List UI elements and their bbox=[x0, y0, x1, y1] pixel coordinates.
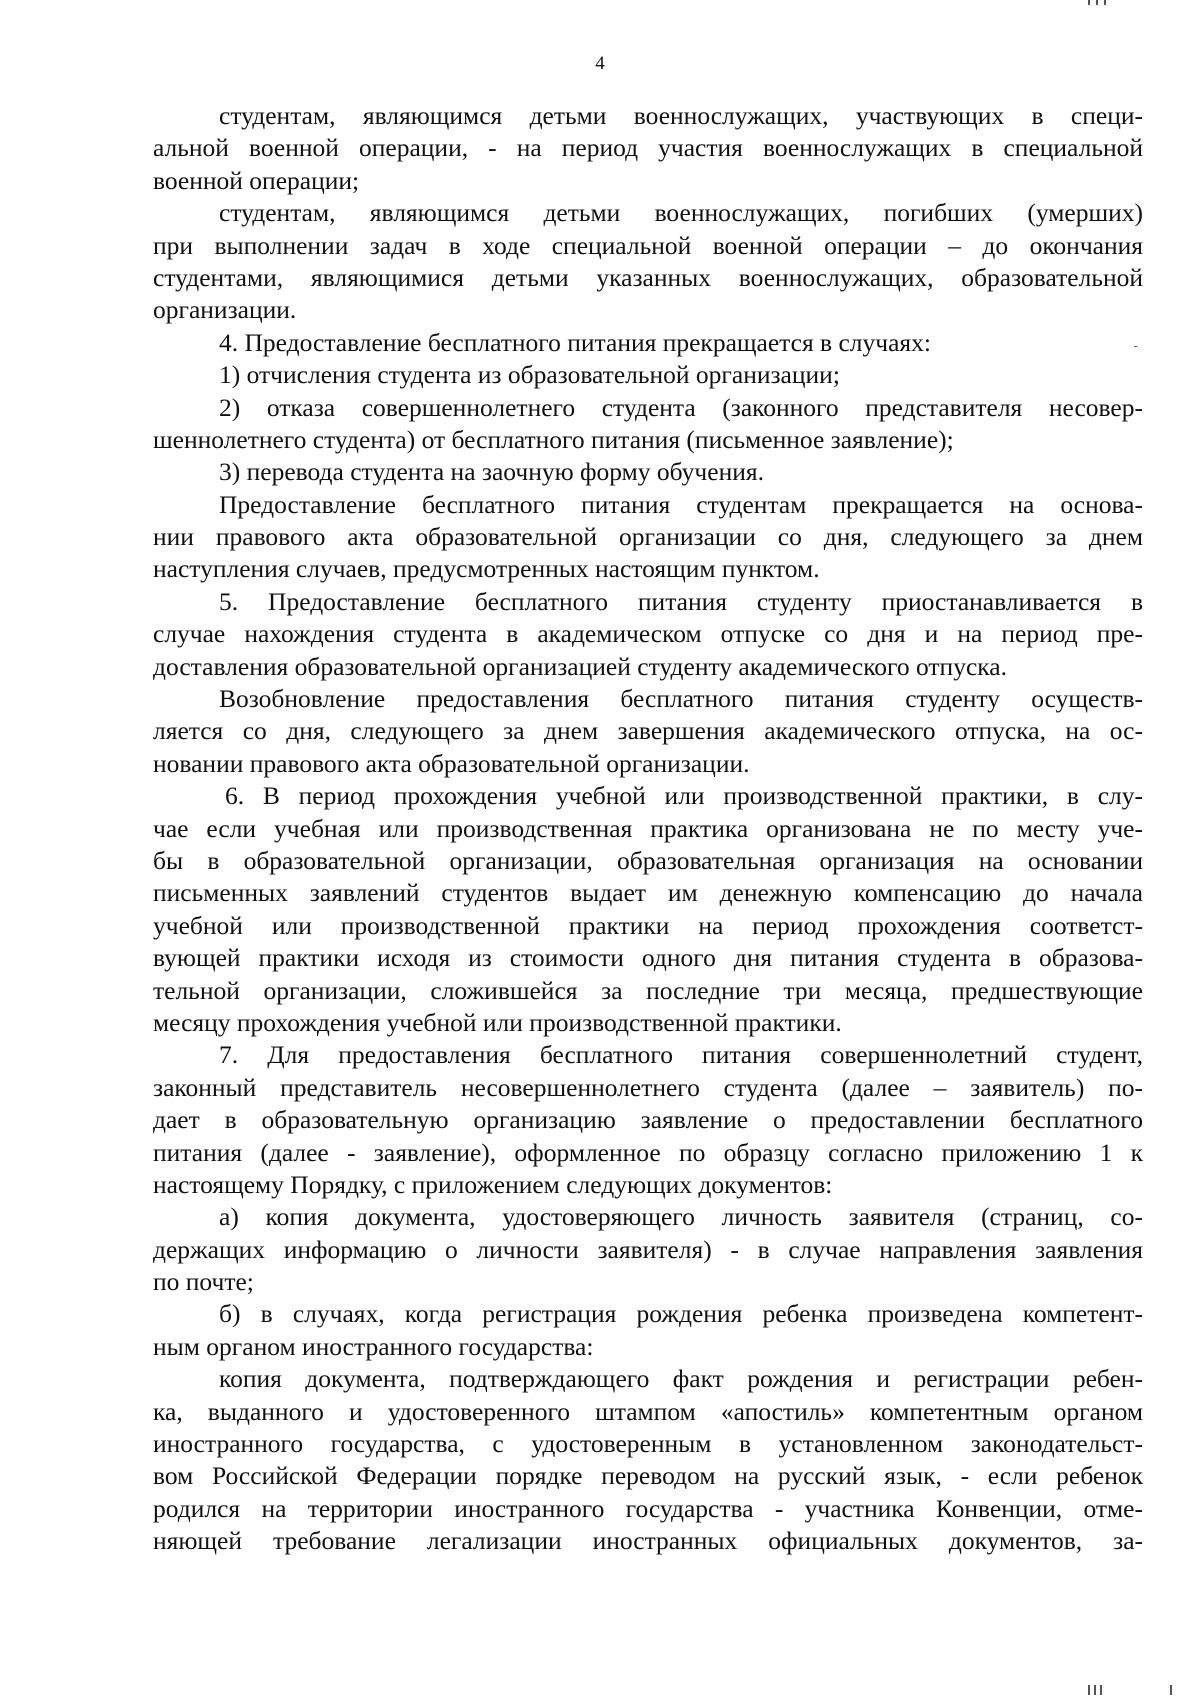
text-line: новании правового акта образовательной организации. bbox=[153, 748, 750, 778]
scan-artifact bbox=[1170, 1685, 1172, 1695]
text-line: б) в случаях, когда регистрация рождения ребенка произведена компетент- bbox=[219, 1299, 1143, 1329]
text-line: родился на территории иностранного государства - участника Конвенции, отме- bbox=[153, 1493, 1143, 1523]
text-line: студентам, являющимся детьми военнослужащих, участвующих в специ- bbox=[219, 101, 1143, 130]
text-line: дает в образовательную организацию заявление о предоставлении бесплатного bbox=[153, 1105, 1143, 1135]
scan-artifact bbox=[1094, 1685, 1096, 1695]
text-line: студентам, являющимся детьми военнослужащих, погибших (умерших) bbox=[219, 198, 1143, 228]
text-line: законный представитель несовершеннолетнего студента (далее – заявитель) по- bbox=[153, 1072, 1143, 1102]
text-line: ка, выданного и удостоверенного штампом «апостиль» компетентным органом bbox=[153, 1396, 1143, 1426]
text-line: а) копия документа, удостоверяющего личность заявителя (страниц, со- bbox=[219, 1202, 1143, 1232]
text-line: организации. bbox=[153, 295, 297, 325]
scan-artifact bbox=[1088, 0, 1090, 5]
document-body bbox=[153, 100, 1143, 1558]
scan-artifact bbox=[1088, 1685, 1090, 1695]
text-line: копия документа, подтверждающего факт рождения и регистрации ребен- bbox=[219, 1364, 1143, 1394]
text-line: тельной организации, сложившейся за последние три месяца, предшествующие bbox=[153, 975, 1143, 1005]
text-line: наступления случаев, предусмотренных настоящим пунктом. bbox=[153, 554, 820, 584]
text-line: няющей требование легализации иностранных официальных документов, за- bbox=[153, 1526, 1143, 1556]
text-line: случае нахождения студента в академическом отпуске со дня и на период пре- bbox=[153, 619, 1143, 649]
text-line: военной операции; bbox=[153, 165, 360, 195]
text-line: вом Российской Федерации порядке переводом на русский язык, - если ребенок bbox=[153, 1461, 1143, 1491]
text-line: 6. В период прохождения учебной или производственной практики, в слу- bbox=[225, 781, 1143, 811]
text-line: ляется со дня, следующего за днем завершения академического отпуска, на ос- bbox=[153, 716, 1143, 746]
text-line: Предоставление бесплатного питания студентам прекращается на основа- bbox=[219, 489, 1143, 519]
text-line: бы в образовательной организации, образовательная организация на основании bbox=[153, 845, 1143, 875]
text-line: месяцу прохождения учебной или производственной практики. bbox=[153, 1007, 842, 1037]
text-line: 5. Предоставление бесплатного питания студенту приостанавливается в bbox=[219, 586, 1143, 616]
text-line: питания (далее - заявление), оформленное по образцу согласно приложению 1 к bbox=[153, 1137, 1143, 1167]
text-line: ным органом иностранного государства: bbox=[153, 1331, 594, 1361]
scan-artifact bbox=[1104, 0, 1106, 5]
text-line: иностранного государства, с удостоверенным в установленном законодательст- bbox=[153, 1429, 1143, 1459]
text-line: учебной или производственной практики на период прохождения соответст- bbox=[153, 910, 1143, 940]
text-line: шеннолетнего студента) от бесплатного питания (письменное заявление); bbox=[153, 424, 954, 454]
text-line: доставления образовательной организацией студенту академического отпуска. bbox=[153, 651, 1007, 681]
text-line: вующей практики исходя из стоимости одного дня питания студента в образова- bbox=[153, 943, 1143, 973]
scan-artifact bbox=[1134, 346, 1137, 347]
text-line: письменных заявлений студентов выдает им денежную компенсацию до начала bbox=[153, 878, 1143, 908]
text-line: держащих информацию о личности заявителя) - в случае направления заявления bbox=[153, 1234, 1143, 1264]
text-line: по почте; bbox=[153, 1267, 254, 1297]
scan-artifact bbox=[1100, 1685, 1102, 1695]
text-line: Возобновление предоставления бесплатного питания студенту осуществ- bbox=[219, 684, 1143, 714]
text-line: чае если учебная или производственная практика организована не по месту уче- bbox=[153, 813, 1143, 843]
text-line: 3) перевода студента на заочную форму обучения. bbox=[219, 457, 764, 487]
text-line: студентами, являющимися детьми указанных военнослужащих, образовательной bbox=[153, 262, 1143, 292]
text-line: 2) отказа совершеннолетнего студента (законного представителя несовер- bbox=[219, 392, 1143, 422]
text-line: при выполнении задач в ходе специальной военной операции – до окончания bbox=[153, 230, 1143, 260]
page-number: 4 bbox=[595, 53, 605, 74]
text-line: 1) отчисления студента из образовательной организации; bbox=[219, 360, 840, 390]
scan-artifact bbox=[1096, 0, 1098, 5]
text-line: настоящему Порядку, с приложением следующих документов: bbox=[153, 1169, 833, 1199]
text-line: нии правового акта образовательной организации со дня, следующего за днем bbox=[153, 522, 1143, 552]
text-line: альной военной операции, - на период участия военнослужащих в специальной bbox=[153, 133, 1143, 163]
text-line: 7. Для предоставления бесплатного питания совершеннолетний студент, bbox=[219, 1040, 1143, 1070]
text-line: 4. Предоставление бесплатного питания прекращается в случаях: bbox=[219, 327, 931, 357]
